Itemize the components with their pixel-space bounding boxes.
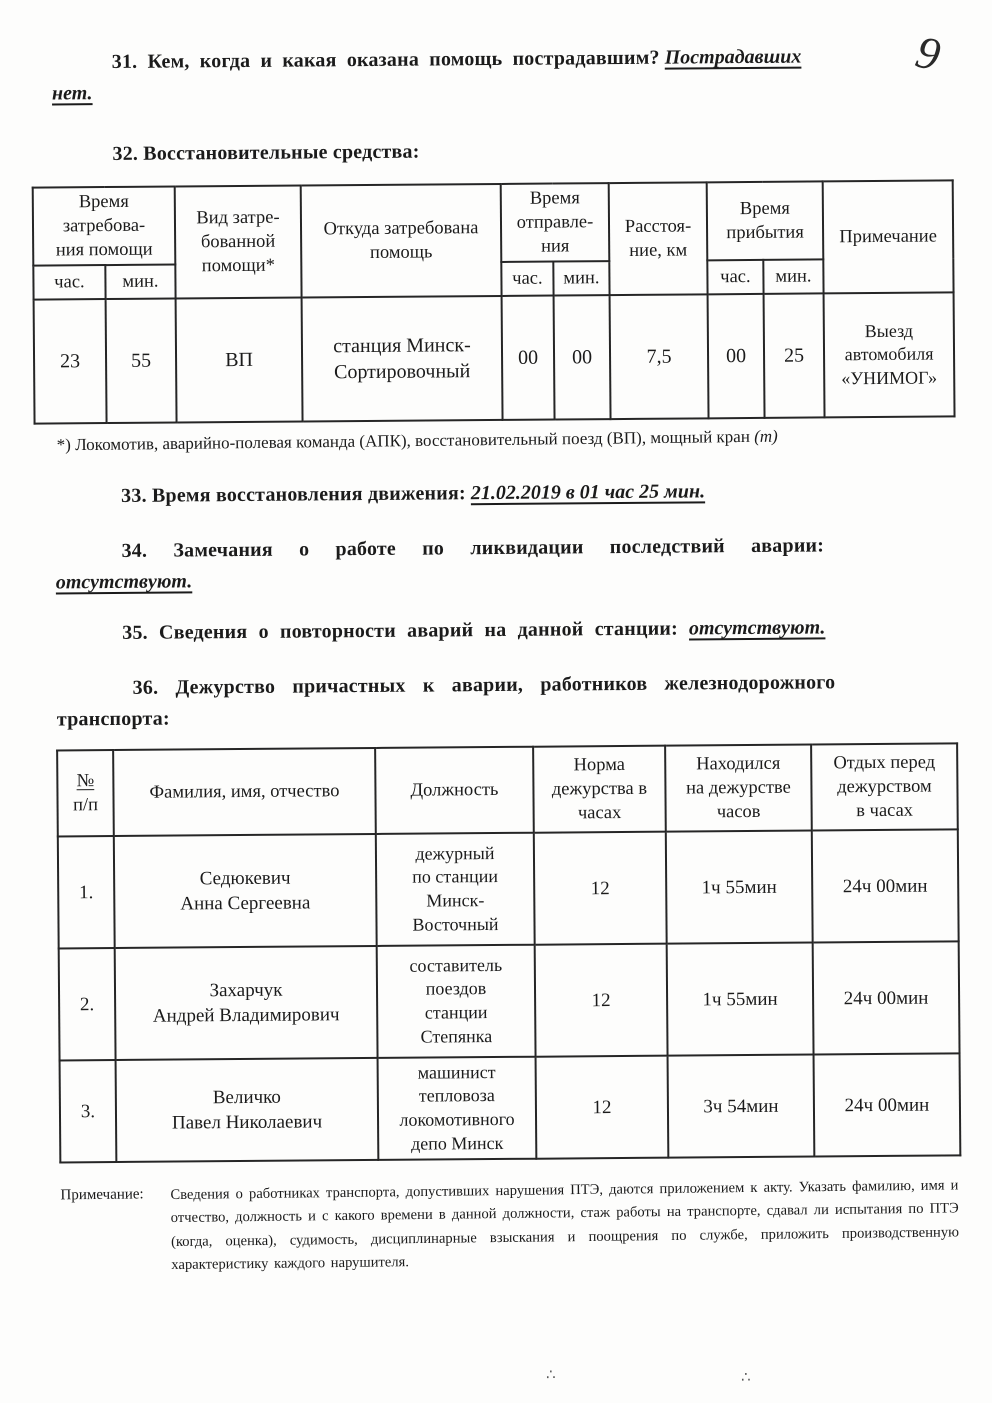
footnote-text: *) Локомотив, аварийно-полевая команда (АПК), восстановительный поезд (ВП), мощный кран — [56, 427, 755, 455]
item-35-answer: отсутствуют. — [688, 616, 826, 640]
col-help-kind: Вид затре- бованной помощи* — [175, 186, 302, 299]
item-34 — [55, 530, 955, 599]
col-position: Должность — [375, 747, 534, 834]
note-label: Примечание: — [60, 1186, 144, 1204]
cell-arr-hour: 00 — [708, 294, 765, 418]
table-footnote — [57, 425, 955, 456]
cell-duty-norm: 12 — [536, 1056, 669, 1159]
scan-artifact-dots: ∴ — [741, 1370, 753, 1387]
item-33-label: 33. Время восстановления движения: — [121, 482, 466, 508]
item-36-line1: 36. Дежурство причастных к аварии, работников железнодорожного — [132, 671, 836, 699]
cell-number: 2. — [59, 948, 116, 1060]
table-row — [58, 830, 959, 949]
cell-full-name: Захарчук Андрей Владимирович — [115, 946, 378, 1060]
table-row — [60, 1054, 961, 1163]
subcol-minute: мин. — [763, 260, 823, 294]
cell-dep-hour: 00 — [502, 296, 555, 420]
page-number: 9 — [911, 25, 946, 81]
cell-req-hour: 23 — [34, 299, 107, 424]
footnote-crane-symbol: (т) — [754, 426, 778, 447]
recovery-means-table — [32, 179, 956, 424]
cell-on-duty: 3ч 54мин — [668, 1055, 815, 1158]
cell-duty-norm: 12 — [534, 832, 667, 945]
item-36 — [57, 667, 957, 736]
cell-on-duty: 1ч 55мин — [666, 831, 813, 944]
item-35-question: 35. Сведения о повторности аварий на данной станции: — [122, 617, 679, 645]
cell-help-from: станция Минск- Сортировочный — [302, 296, 503, 422]
cell-req-min: 55 — [106, 299, 177, 424]
cell-full-name: Седюкевич Анна Сергеевна — [114, 834, 377, 948]
document-page — [0, 25, 992, 1403]
col-help-from: Откуда затребована помощь — [301, 184, 502, 298]
table-row — [59, 942, 960, 1061]
cell-remark: Выезд автомобиля «УНИМОГ» — [824, 293, 955, 418]
scan-artifact-dots: ∴ — [545, 1367, 558, 1384]
col-on-duty: Находился на дежурстве часов — [665, 745, 812, 832]
col-distance: Расстоя- ние, км — [609, 182, 708, 295]
col-number-sub: п/п — [72, 795, 99, 816]
cell-position: составитель поездов станции Степянка — [377, 945, 536, 1058]
cell-position: машинист тепловоза локомотивного депо Минск — [378, 1057, 537, 1160]
item-33 — [55, 475, 955, 513]
col-duty-norm: Норма дежурства в часах — [533, 746, 666, 833]
cell-dep-min: 00 — [554, 295, 611, 419]
item-33-answer: 21.02.2019 в 01 час 25 мин. — [470, 480, 706, 505]
subcol-minute: мин. — [105, 265, 175, 300]
subcol-hour: час. — [707, 260, 763, 294]
table-row — [34, 293, 955, 424]
col-time-departure: Время отправле- ния — [501, 183, 610, 262]
subcol-hour: час. — [33, 265, 105, 300]
duty-table — [56, 743, 961, 1164]
col-full-name: Фамилия, имя, отчество — [113, 748, 376, 836]
col-number-sign: № — [76, 770, 95, 792]
cell-position: дежурный по станции Минск- Восточный — [376, 833, 535, 946]
cell-number: 3. — [60, 1060, 117, 1162]
cell-number: 1. — [58, 836, 115, 948]
item-34-question: 34. Замечания о работе по ликвидации последствий аварии: — [121, 534, 825, 563]
item-31-answer-line2: нет. — [51, 82, 93, 105]
col-time-requested: Время затребова- ния помощи — [33, 187, 176, 266]
cell-rest-before: 24ч 00мин — [813, 942, 960, 1055]
col-time-arrival: Время прибытия — [707, 181, 824, 260]
cell-rest-before: 24ч 00мин — [812, 830, 959, 943]
item-31-question: 31. Кем, когда и какая оказана помощь пострадавшим? — [111, 46, 660, 74]
item-32-title: 32. Восстановительные средства: — [112, 140, 420, 165]
cell-rest-before: 24ч 00мин — [814, 1054, 961, 1157]
cell-duty-norm: 12 — [535, 944, 668, 1057]
note-block — [60, 1175, 961, 1279]
cell-help-kind: ВП — [176, 298, 303, 423]
cell-arr-min: 25 — [764, 294, 825, 418]
cell-distance: 7,5 — [610, 294, 709, 419]
item-31-answer-line1: Пострадавших — [664, 45, 802, 69]
col-number — [57, 750, 114, 836]
subcol-hour: час. — [501, 262, 553, 296]
cell-full-name: Величко Павел Николаевич — [116, 1058, 379, 1162]
col-remark: Примечание — [823, 180, 954, 293]
item-34-answer: отсутствуют. — [55, 570, 193, 594]
note-text: Сведения о работниках транспорта, допустивших нарушения ПТЭ, даются приложением к акту. Указать фамилию, имя и отчество, должность и с какого времени в данной должности, стаж работы на транспорте, сдавал ли испытания по ПТЭ (когда, оценка), судимость, дисциплинарные взыскания и поощрения по службе, приложить производственную характеристику каждого нарушителя. — [170, 1177, 960, 1274]
subcol-minute: мин. — [553, 261, 609, 295]
item-31 — [52, 40, 952, 109]
item-35 — [56, 612, 956, 650]
item-36-line2: транспорта: — [56, 707, 170, 731]
cell-on-duty: 1ч 55мин — [667, 943, 814, 1056]
col-rest-before: Отдых перед дежурством в часах — [811, 744, 958, 831]
